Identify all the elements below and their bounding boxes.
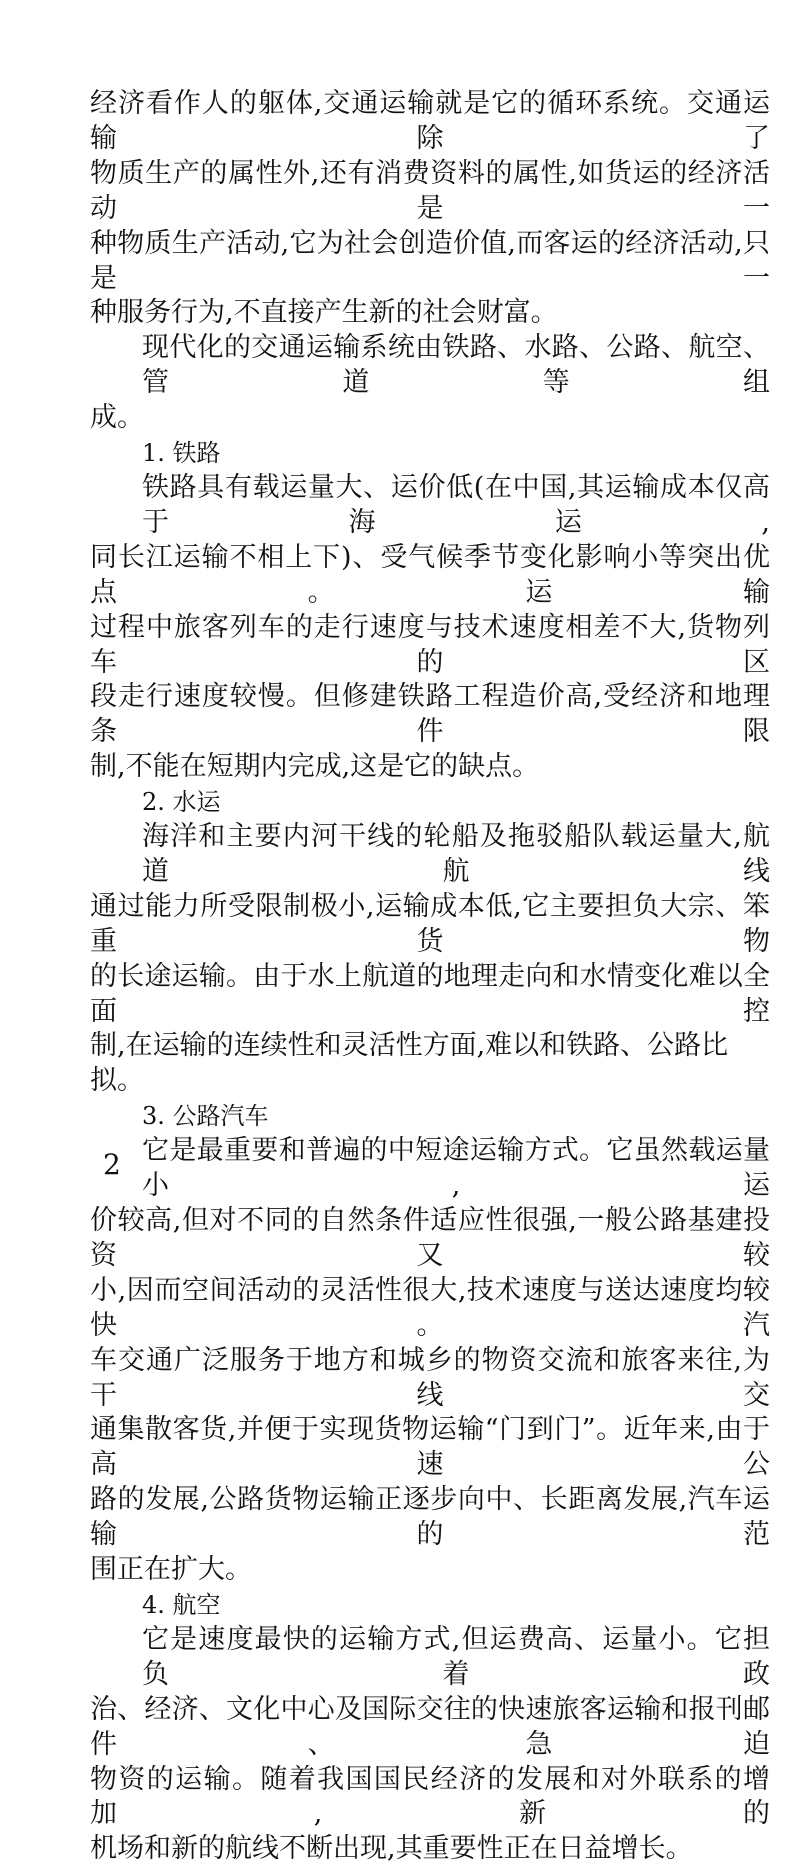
paragraph <box>90 1623 770 1867</box>
text-line: 通集散客货,并便于实现货物运输“门到门”。近年来,由于高速公 <box>90 1414 770 1481</box>
text-line: 路的发展,公路货物运输正逐步向中、长距离发展,汽车运输的范 <box>90 1484 770 1551</box>
page-number: 2 <box>103 1148 121 1181</box>
text-line: 同长江运输不相上下)、受气候季节变化影响小等突出优点。运输 <box>90 541 770 608</box>
section-heading <box>90 785 770 820</box>
paragraph <box>90 471 770 785</box>
heading-text: 1. 铁路 <box>142 439 221 468</box>
text-line: 成。 <box>90 402 144 434</box>
section-heading <box>90 1588 770 1623</box>
text-line: 通过能力所受限制极小,运输成本低,它主要担负大宗、笨重货物 <box>90 890 770 957</box>
text-line: 物质生产的属性外,还有消费资料的属性,如货运的经济活动是一 <box>90 157 770 224</box>
heading-text: 2. 水运 <box>142 788 221 817</box>
text-line: 种物质生产活动,它为社会创造价值,而客运的经济活动,只是一 <box>90 227 770 294</box>
section-heading <box>90 436 770 471</box>
text-line: 现代化的交通运输系统由铁路、水路、公路、航空、管道等组 <box>142 332 770 399</box>
text-line: 车交通广泛服务于地方和城乡的物资交流和旅客来往,为干线交 <box>90 1344 770 1411</box>
text-line: 它是速度最快的运输方式,但运费高、运量小。它担负着政 <box>142 1623 770 1690</box>
text-line: 它是最重要和普遍的中短途运输方式。它虽然载运量小,运 <box>142 1135 770 1202</box>
text-line: 段走行速度较慢。但修建铁路工程造价高,受经济和地理条件限 <box>90 681 770 748</box>
text-line: 小,因而空间活动的灵活性很大,技术速度与送达速度均较快。汽 <box>90 1274 770 1341</box>
text-line: 过程中旅客列车的走行速度与技术速度相差不大,货物列车的区 <box>90 611 770 678</box>
text-line: 海洋和主要内河干线的轮船及拖驳船队载运量大,航道航线 <box>142 821 770 887</box>
text-line: 围正在扩大。 <box>90 1554 252 1586</box>
text-line: 种服务行为,不直接产生新的社会财富。 <box>90 297 558 329</box>
text-line: 铁路具有载运量大、运价低(在中国,其运输成本仅高于海运, <box>142 471 770 538</box>
text-line: 物资的运输。随着我国国民经济的发展和对外联系的增加,新的 <box>90 1763 770 1830</box>
heading-text: 4. 航空 <box>142 1590 221 1619</box>
section-heading <box>90 1099 770 1134</box>
text-line: 的长途运输。由于水上航道的地理走向和水情变化难以全面控 <box>90 960 770 1027</box>
text-line: 制,不能在短期内完成,这是它的缺点。 <box>90 751 540 783</box>
page-body <box>90 87 770 1867</box>
paragraph <box>90 1134 770 1588</box>
paragraph <box>90 820 770 1099</box>
text-line: 治、经济、文化中心及国际交往的快速旅客运输和报刊邮件、急迫 <box>90 1693 770 1760</box>
text-line: 经济看作人的躯体,交通运输就是它的循环系统。交通运输除了 <box>90 88 770 154</box>
heading-text: 3. 公路汽车 <box>142 1102 269 1131</box>
text-line: 机场和新的航线不断出现,其重要性正在日益增长。 <box>90 1833 693 1865</box>
text-line: 制,在运输的连续性和灵活性方面,难以和铁路、公路比拟。 <box>90 1030 729 1097</box>
paragraph <box>90 331 770 436</box>
text-line: 价较高,但对不同的自然条件适应性很强,一般公路基建投资又较 <box>90 1205 770 1271</box>
paragraph <box>90 87 770 331</box>
